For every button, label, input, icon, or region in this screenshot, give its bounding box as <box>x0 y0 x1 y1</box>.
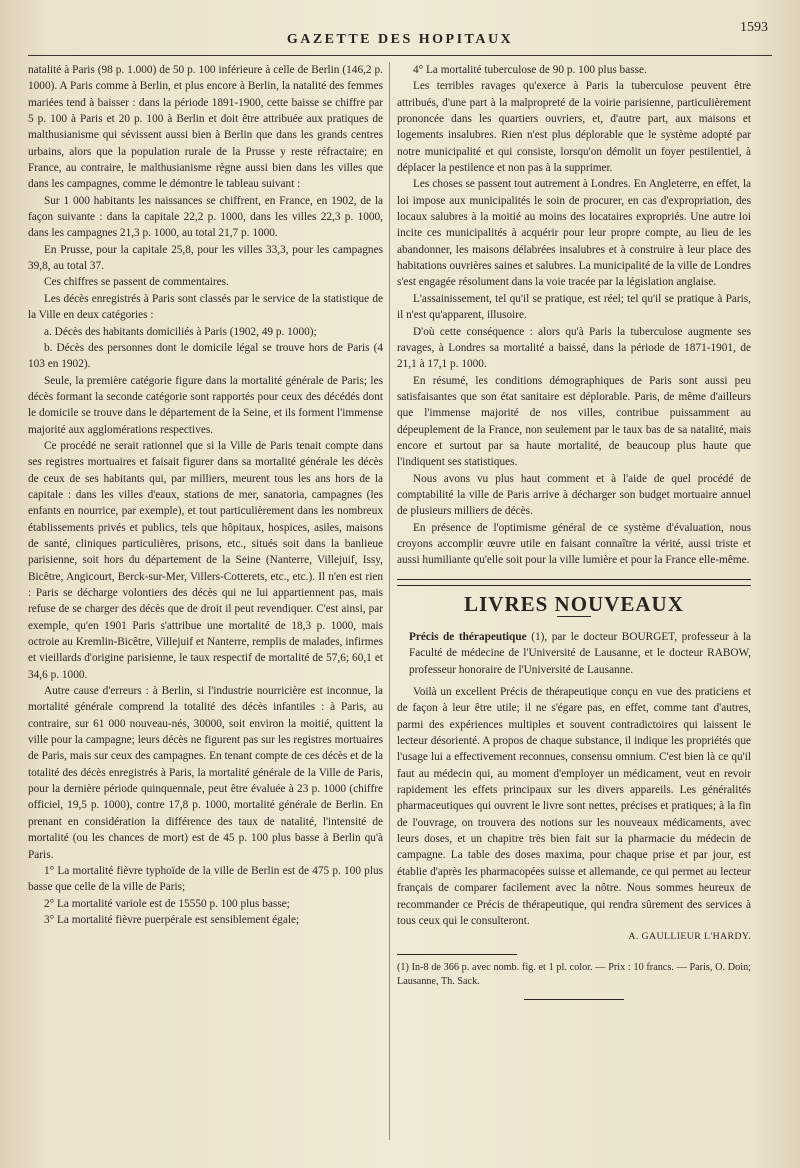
paragraph: natalité à Paris (98 p. 1.000) de 50 p. 100 inférieure à celle de Berlin (146,2 p. 1000). A Paris comme à Berlin, et plus encore à Berlin, la natalité des femmes mariées tend à baisser : dans la période 1891-1900, cette baisse se chiffre par 5 p. 100 à Paris et 20 p. 100 à Berlin et doit être attribuée aux pratiques de malthusianisme qui sévissent aussi bien à Berlin que dans les grands centres urbains, alors que la population rurale de la Prusse y reste réfractaire; en France, au contraire, le malthusianisme règne aussi bien dans les villes que dans les campagnes, comme le démontre le tableau suivant : <box>28 64 383 191</box>
right-column <box>397 62 751 1000</box>
section-separator <box>397 579 751 586</box>
book-authors: , par le docteur BOURGET, professeur à la Faculté de médecine de l'Université de Lausanne, et le docteur RABOW, professeur honoraire de l'Université de Lausanne. <box>409 631 751 676</box>
paragraph: En Prusse, pour la capitale 25,8, pour les villes 33,3, pour les campagnes 39,8, au total 37. <box>28 243 383 273</box>
page-number: 1593 <box>740 20 768 35</box>
book-entry <box>397 629 751 678</box>
paragraph: Seule, la première catégorie figure dans la mortalité générale de Paris; les décès formant la seconde catégorie sont rapportés pour ceux des décédés dont le domicile se trouve dans le département de la Seine, et ils forment l'immense majorité aux agglomérations respectives. <box>28 374 383 436</box>
paragraph: 3° La mortalité fièvre puerpérale est sensiblement égale; <box>44 913 300 926</box>
paragraph: En résumé, les conditions démographiques de Paris sont aussi peu satisfaisantes que son état sanitaire est déplorable. Paris, de même d'ailleurs que l'immense majorité de nos villes, contribue puissamment au dépeuplement de la France, non seulement par le taux bas de sa natalité, mais encore et surtout par sa haute mortalité, de beaucoup plus haute que l'indiquent ses statistiques. <box>397 374 751 469</box>
header-rule <box>28 55 772 56</box>
left-column <box>28 62 383 928</box>
section-title: LIVRES NOUVEAUX <box>464 591 684 616</box>
paragraph: Sur 1 000 habitants les naissances se chiffrent, en France, en 1902, de la façon suivante : dans la capitale 22,2 p. 1000, dans les villes 22,3 p. 1000, dans les campagnes 21,3 p. 1000, au total 21,7 p. 1000. <box>28 194 383 240</box>
paragraph: Ces chiffres se passent de commentaires. <box>44 276 229 289</box>
paragraph: 2° La mortalité variole est de 15550 p. 100 plus basse; <box>44 897 290 910</box>
footnote: (1) In-8 de 366 p. avec nomb. fig. et 1 pl. color. — Prix : 10 francs. — Paris, O. Doin; Lausanne, Th. Sack. <box>397 961 751 987</box>
review-signature: A. GAULLIEUR L'HARDY. <box>628 931 751 943</box>
footnote-rule <box>397 954 517 955</box>
paragraph: Les décès enregistrés à Paris sont classés par le service de la statistique de la Ville en deux catégories : <box>28 292 383 322</box>
paragraph: D'où cette conséquence : alors qu'à Paris la tuberculose augmente ses ravages, à Londres sa mortalité a baissé, dans la période de 1871-1901, de 21,1 à 17,1 p. 1000. <box>397 325 751 371</box>
book-review: Voilà un excellent Précis de thérapeutique conçu en vue des praticiens et de façon à leur être utile; il ne s'égare pas, en effet, comme tant d'autres, parmi des expériences multiples et souvent contradictoires qui laissent le lecteur désorienté. A propos de chaque substance, il indique les propriétés que l'usage lui a effectivement reconnues, consensu omnium. C'est bien là ce qu'il faut au médecin qui, au moment d'employer un médicament, veut en revoir rapidement les effets principaux sur les divers appareils. Les généralités pharmaceutiques qui ouvrent le livre sont nettes, précises et pratiques; à la fin de l'ouvrage, on trouvera des notions sur les nouveaux médicaments, avec leurs doses, et un chapitre très bien fait sur la pharmacie du médecin de campagne. La table des doses maxima, pour chaque prise et par jour, est établie d'après les pharmacopées suisse et allemande, ce qui permet au lecteur français de comparer facilement avec la nôtre. Nous sommes heureux de recommander ce Précis de thérapeutique, qui rendra sûrement des services à tous ceux qui le consulteront. <box>397 686 751 927</box>
book-title: Précis de thérapeutique <box>409 631 527 643</box>
page-header <box>28 20 772 54</box>
paragraph: Nous avons vu plus haut comment et à l'aide de quel procédé de comptabilité la ville de Paris arrive à décharger son budget mortuaire annuel de plusieurs milliers de décès. <box>397 472 751 518</box>
end-rule <box>524 999 624 1000</box>
title-rule <box>557 616 591 617</box>
paragraph: En présence de l'optimisme général de ce système d'évaluation, nous croyons accomplir œuvre utile en faisant connaître la vérité, aussi triste et aussi humiliante qu'elle soit pour la ville lumière et pour la France elle-même. <box>397 521 751 567</box>
paragraph: b. Décès des personnes dont le domicile légal se trouve hors de Paris (4 103 en 1902). <box>28 341 383 371</box>
paragraph: Les choses se passent tout autrement à Londres. En Angleterre, en effet, la loi impose aux municipalités le soin de procurer, en cas d'expropriation, des locaux salubres à la moitié au moins des locataires expropriés. Une autre loi incite ces municipalités à acquérir pour leur propre compte, au lieu de les abandonner, les maisons délabrées insalubres et à construire à leur place des habitations ouvrières saines et salubres. La municipalité de la ville de Londres s'est engagée résolument dans la voie tracée par la législation anglaise. <box>397 178 751 289</box>
paragraph: 4° La mortalité tuberculose de 90 p. 100 plus basse. <box>413 64 647 76</box>
paragraph: a. Décès des habitants domiciliés à Paris (1902, 49 p. 1000); <box>44 325 317 338</box>
column-divider <box>389 62 390 1140</box>
paragraph: Les terribles ravages qu'exerce à Paris la tuberculose peuvent être attribués, d'une part à la malpropreté de la voirie parisienne, particulièrement prononcée dans les quartiers ouvriers, et, d'autre part, aux maisons et logements insalubres. Rien n'est plus déplorable que le système adopté par notre municipalité et qui consiste, lorsqu'on démolit un foyer pestilentiel, à déplacer la pestilence et non pas à la supprimer. <box>397 80 751 175</box>
paragraph: 1° La mortalité fièvre typhoïde de la ville de Berlin est de 475 p. 100 plus basse que celle de la ville de Paris; <box>28 864 383 894</box>
paragraph: Autre cause d'erreurs : à Berlin, si l'industrie nourricière est inconnue, la mortalité générale comprend la totalité des décès infantiles : à Paris, au contraire, sur 61 000 nouveau-nés, 30000, soit environ la moitié, quittent la ville pour la campagne; leurs décès ne figurent pas sur les registres mortuaires de Paris, mais sur ceux des campagnes. En tenant compte de ces décès et de la totalité des décès enregistrés à Paris, la mortalité générale de la Ville de Paris, pour la dernière période quinquennale, peut être évaluée à 23 p. 1000 (chiffre officiel, 19,5 p. 1000), contre 17,8 p. 1000, mortalité générale de Berlin. En prenant en considération la différence des taux de natalité, l'intensité de mortalité (ou les chances de mort) est de 45 p. 100 plus basse à Berlin qu'à Paris. <box>28 685 383 861</box>
journal-title: GAZETTE DES HOPITAUX <box>286 32 514 47</box>
paragraph: L'assainissement, tel qu'il se pratique, est réel; tel qu'il se pratique à Paris, il n'est qu'apparent, illusoire. <box>397 292 751 322</box>
paragraph: Ce procédé ne serait rationnel que si la Ville de Paris tenait compte dans ses registres mortuaires et faisait figurer dans sa mortalité générale les décès de ceux de ses habitants qui, par milliers, meurent tous les ans hors de la capitale : dans les villes d'eaux, stations de mer, sanatoria, campagnes (les enfants en nourrice, par exemple), et tout particulièrement dans les nombreux établissements privés et publics, tels que hôpitaux, hospices, asiles, maisons de santé, cliniques particulières, prisons, etc., situés soit dans la banlieue parisienne, soit hors du département de la Seine (Nanterre, Villejuif, Issy, Bicêtre, Angicourt, Berck-sur-Mer, Villers-Cotterets, etc., etc.). Il n'en est rien : Paris se décharge volontiers des décès qui ne lui appartiennent pas, mais refuse de se charger des décès que de droit il peut revendiquer. C'est ainsi, par exemple, qu'en 1901 Paris s'attribue une mortalité de 18,3 p. 1000, mais octroie au Kremlin-Bicêtre, Villejuif et Nanterre, remplis de malades, infirmes et vieillards d'origine parisienne, le taux respectif de mortalité de 57,6; 60,1 et 34,6 p. 1000. <box>28 439 383 681</box>
footnote-marker: (1) <box>531 631 545 643</box>
